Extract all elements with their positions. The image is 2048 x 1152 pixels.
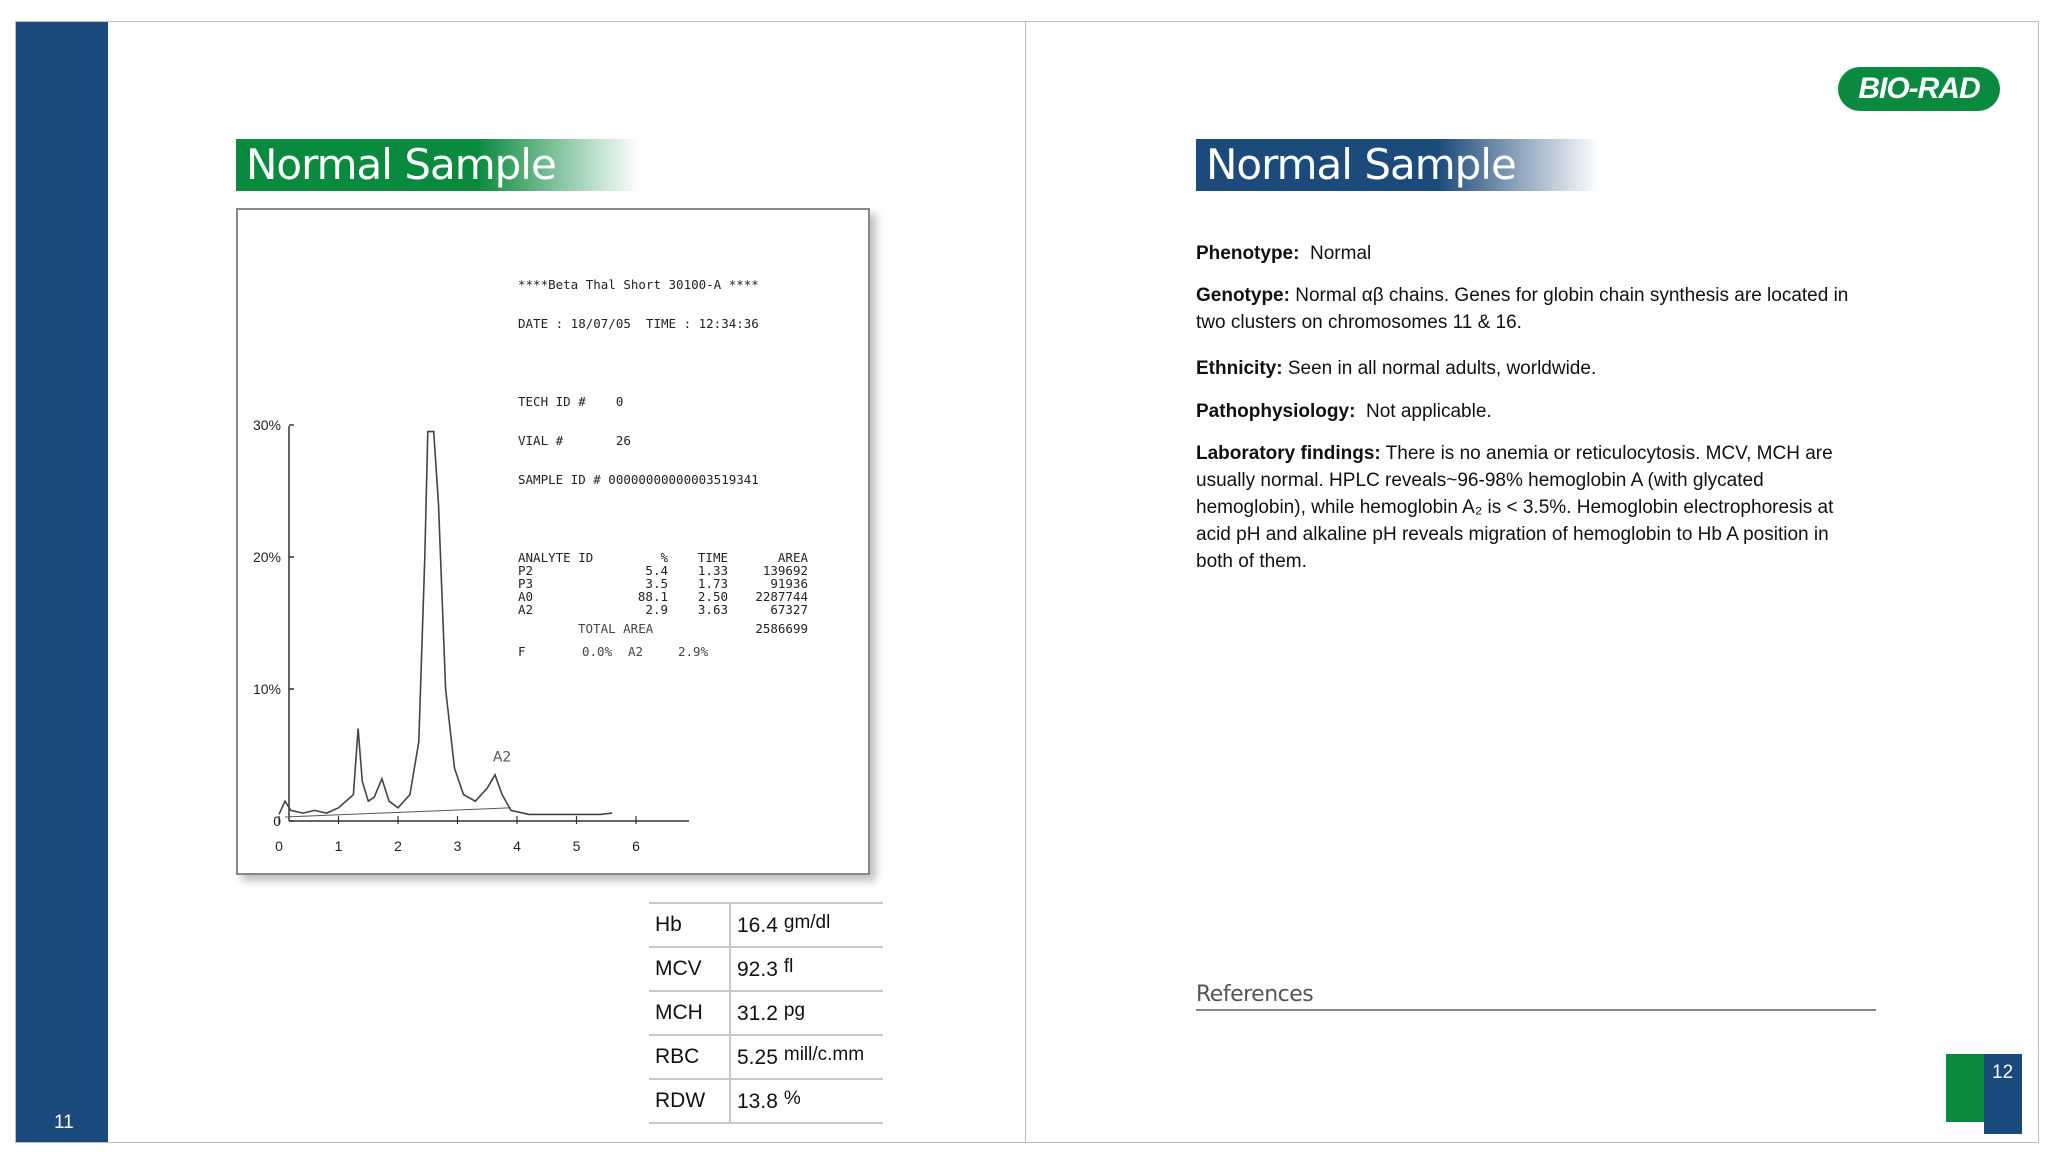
analyte-header-cell: TIME	[697, 550, 728, 565]
x-tick-label: 2	[394, 838, 402, 854]
right-banner-title: Normal Sample	[1196, 139, 1599, 191]
f-value: 0.0%	[582, 644, 613, 659]
analyte-cell: A2	[518, 602, 534, 617]
x-tick-label: 0	[275, 838, 283, 854]
printout-title: ****Beta Thal Short 30100-A ****	[518, 277, 759, 292]
lab-name: Hb	[649, 903, 730, 947]
lab-row	[649, 947, 883, 991]
lab-number: 92.3	[737, 958, 778, 981]
a2-value: 2.9%	[678, 644, 709, 659]
lab-unit: %	[783, 1088, 801, 1109]
lab-value	[730, 903, 883, 947]
lab-unit: gm/dl	[783, 912, 831, 933]
lab-unit: fl	[783, 956, 794, 977]
printout-vial: VIAL # 26	[518, 433, 631, 448]
f-label: F	[518, 644, 526, 659]
references-heading: References	[1196, 982, 1876, 1011]
right-page	[1025, 21, 2039, 1143]
genotype-line	[1196, 282, 1866, 336]
left-page	[15, 21, 1026, 1143]
lab-number: 13.8	[737, 1090, 778, 1113]
analyte-cell: 139692	[762, 563, 808, 578]
left-sidebar-bar	[16, 22, 108, 1142]
analyte-header-cell: %	[660, 550, 668, 565]
analyte-cell: 5.4	[645, 563, 668, 578]
analyte-cell: 67327	[770, 602, 808, 617]
lab-unit: pg	[783, 1000, 806, 1021]
analyte-cell: 1.73	[697, 576, 728, 591]
analyte-cell: P3	[518, 576, 534, 591]
lab-name: RDW	[649, 1079, 730, 1123]
analyte-cell: 88.1	[637, 589, 668, 604]
lab-row	[649, 991, 883, 1035]
lab-row	[649, 903, 883, 947]
x-tick-label: 6	[632, 838, 640, 854]
total-area-label: TOTAL AREA	[578, 621, 654, 636]
chromatogram-plot	[238, 210, 868, 873]
phenotype-line	[1196, 240, 1866, 267]
analyte-cell: 2287744	[755, 589, 808, 604]
x-tick-label: 3	[453, 838, 462, 854]
x-tick-label: 1	[334, 838, 343, 854]
lab-findings-label: Laboratory findings:	[1196, 443, 1381, 464]
lab-number: 31.2	[737, 1002, 778, 1025]
analyte-cell: 91936	[770, 576, 808, 591]
a2-peak-label: A2	[492, 749, 512, 766]
bio-rad-logo: BIO-RAD	[1838, 67, 2000, 111]
y-tick-label: 0	[273, 813, 281, 829]
lab-findings-value: There is no anemia or reticulocytosis. MCV, MCH are usually normal. HPLC reveals~96-98% hemoglobin A (with glycated hemoglobin), while hemoglobin A₂ is < 3.5%. Hemoglobin electrophoresis at acid pH and alkaline pH reveals migration of hemoglobin to Hb A position in both of them.	[1196, 443, 1834, 572]
lab-row	[649, 1035, 883, 1079]
page-number-badge-right	[1946, 1054, 2026, 1134]
printout-time: TIME : 12:34:36	[645, 316, 759, 331]
lab-name: MCH	[649, 991, 730, 1035]
y-tick-label: 10%	[252, 681, 281, 697]
lab-name: MCV	[649, 947, 730, 991]
lab-name: RBC	[649, 1035, 730, 1079]
analyte-cell: 3.63	[697, 602, 728, 617]
analyte-header-cell: AREA	[777, 550, 808, 565]
analyte-cell: 2.50	[697, 589, 728, 604]
baseline	[285, 808, 511, 817]
lab-value	[730, 1079, 883, 1123]
pathophysiology-label: Pathophysiology:	[1196, 401, 1356, 422]
phenotype-value: Normal	[1310, 243, 1372, 264]
chromatogram-panel	[236, 208, 870, 875]
page-number-left: 11	[54, 1112, 74, 1133]
analyte-cell: P2	[518, 563, 534, 578]
printout-date: DATE : 18/07/05	[518, 316, 631, 331]
genotype-value: Normal αβ chains. Genes for globin chain synthesis are located in two clusters on chromosomes 11 & 16.	[1196, 285, 1849, 333]
left-banner-title: Normal Sample	[236, 139, 639, 191]
x-tick-label: 4	[513, 838, 521, 854]
chromatogram-trace	[279, 432, 612, 815]
lab-unit: mill/c.mm	[783, 1044, 865, 1065]
pathophysiology-line	[1196, 398, 1866, 425]
ethnicity-line	[1196, 355, 1866, 382]
ethnicity-value: Seen in all normal adults, worldwide.	[1287, 358, 1597, 379]
phenotype-label: Phenotype:	[1196, 243, 1300, 264]
analyte-cell: A0	[518, 589, 534, 604]
lab-values-table	[649, 902, 883, 1124]
lab-findings-line	[1196, 440, 1866, 575]
analyte-cell: 1.33	[697, 563, 728, 578]
lab-value	[730, 947, 883, 991]
lab-value	[730, 1035, 883, 1079]
lab-value	[730, 991, 883, 1035]
analyte-header-cell: ANALYTE ID	[518, 550, 594, 565]
ethnicity-label: Ethnicity:	[1196, 358, 1283, 379]
total-area-value: 2586699	[755, 621, 808, 636]
analyte-cell: 2.9	[645, 602, 668, 617]
genotype-label: Genotype:	[1196, 285, 1290, 306]
analyte-cell: 3.5	[645, 576, 668, 591]
printout-tech-id: TECH ID # 0	[518, 394, 624, 409]
lab-number: 5.25	[737, 1046, 778, 1069]
page-number-right: 12	[1992, 1062, 2014, 1083]
y-tick-label: 20%	[252, 549, 281, 565]
x-tick-label: 5	[572, 838, 581, 854]
lab-number: 16.4	[737, 914, 778, 937]
pathophysiology-value: Not applicable.	[1365, 401, 1492, 422]
lab-row	[649, 1079, 883, 1123]
y-tick-label: 30%	[252, 417, 281, 433]
printout-sample-id: SAMPLE ID # 00000000000003519341	[518, 472, 759, 487]
a2-label: A2	[628, 644, 644, 659]
